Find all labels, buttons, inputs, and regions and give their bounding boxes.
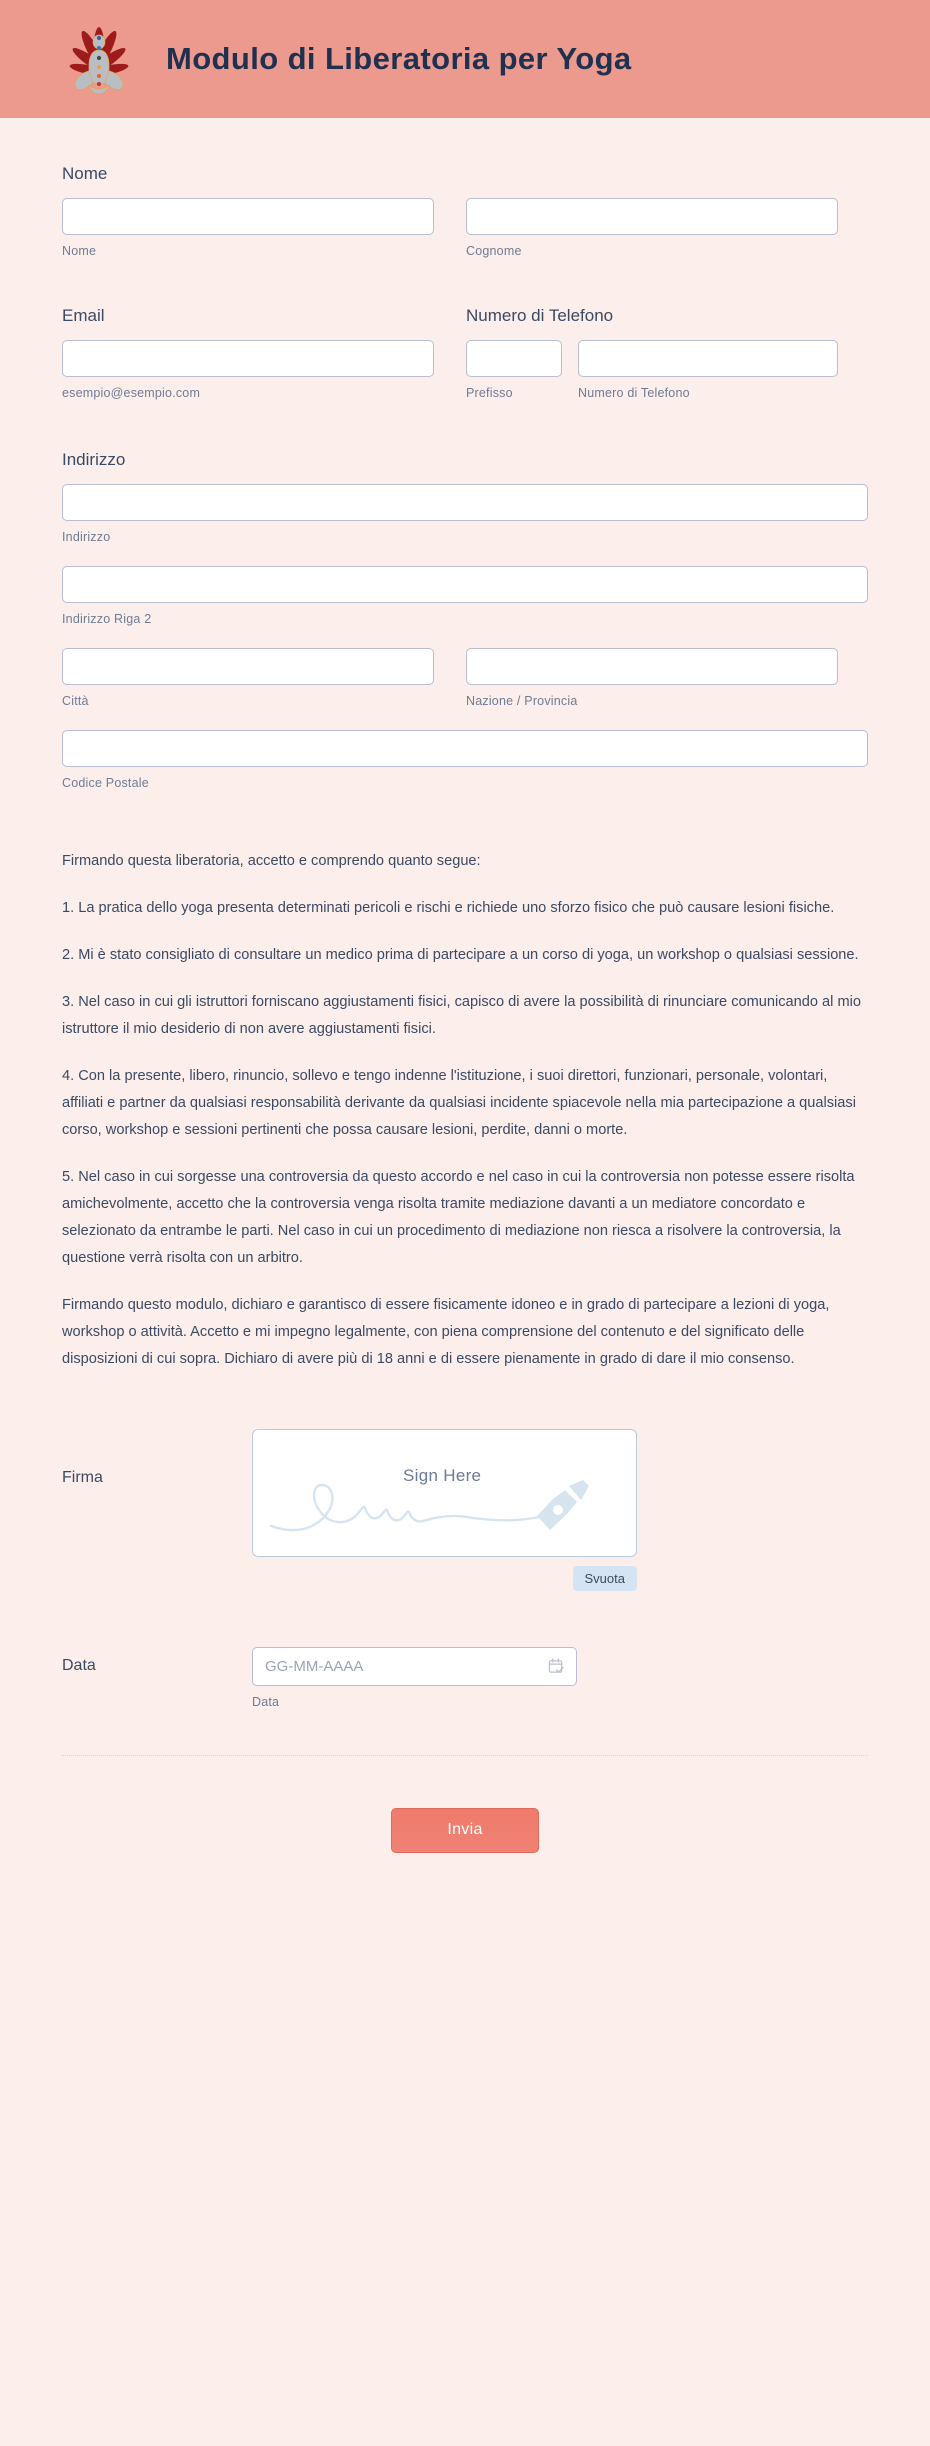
phone-number-wrapper [578,340,838,400]
field-group-name [62,164,868,258]
first-name-field-wrapper [62,198,434,258]
address-postal-sub-label: Codice Postale [62,776,149,790]
address-state-sub-label: Nazione / Provincia [466,694,578,708]
legal-clause: 1. La pratica dello yoga presenta determinati pericoli e rischi e richiede uno sforzo fisico che può causare lesioni fisiche. [62,899,835,916]
signature-pad[interactable] [252,1429,637,1557]
address-line1-wrapper [62,484,868,544]
last-name-sub-label: Cognome [466,244,522,258]
legal-clause: 2. Mi è stato consigliato di consultare un medico prima di partecipare a un corso di yoga, un workshop o qualsiasi sessione. [62,946,859,963]
address-city-input[interactable] [62,648,434,685]
legal-text-section [62,848,868,1373]
page-title: Modulo di Liberatoria per Yoga [166,41,632,76]
phone-number-input[interactable] [578,340,838,377]
form-body [0,118,930,1899]
last-name-input[interactable] [466,198,838,235]
field-group-email-phone [62,306,868,400]
address-line1-input[interactable] [62,484,868,521]
address-state-input[interactable] [466,648,838,685]
field-group-address [62,450,868,790]
email-input[interactable] [62,340,434,377]
address-postal-input[interactable] [62,730,868,767]
address-group-label: Indirizzo [62,450,126,469]
phone-number-sub-label: Numero di Telefono [578,386,690,400]
legal-clause: 3. Nel caso in cui gli istruttori forniscano aggiustamenti fisici, capisco di avere la possibilità di rinunciare comunicando al mio istruttore il mio desiderio di non avere aggiustamenti fisici. [62,993,861,1037]
name-group-label: Nome [62,164,108,183]
address-line1-sub-label: Indirizzo [62,530,111,544]
first-name-sub-label: Nome [62,244,97,258]
signature-section [62,1429,868,1591]
legal-clause: 5. Nel caso in cui sorgesse una controversia da questo accordo e nel caso in cui la controversia non potesse essere risolta amichevolmente, accetto che la controversia venga risolta tramite mediazione davanti a un mediatore concordato e selezionato da entrambe le parti. Nel caso in cui un procedimento di mediazione non riesca a risolvere la controversia, la questione verrà risolta con un arbitro. [62,1168,855,1266]
email-sub-label: esempio@esempio.com [62,386,201,400]
address-line2-sub-label: Indirizzo Riga 2 [62,612,152,626]
address-state-wrapper [466,648,838,708]
phone-prefix-input[interactable] [466,340,562,377]
legal-clause: 4. Con la presente, libero, rinuncio, sollevo e tengo indenne l'istituzione, i suoi direttori, funzionari, personale, volontari, affiliati e partner da qualsiasi responsabilità derivante da qualsiasi incidente spiacevole nella mia partecipazione a qualsiasi corso, workshop e sessioni pertinenti che possa causare lesioni, perdite, danni o morte. [62,1067,856,1138]
yoga-lotus-meditation-icon [60,17,138,101]
date-input[interactable] [252,1647,577,1686]
phone-group-label: Numero di Telefono [466,306,614,325]
signature-placeholder-text: Sign Here [403,1465,482,1485]
address-city-wrapper [62,648,434,708]
last-name-field-wrapper [466,198,838,258]
legal-closing: Firmando questo modulo, dichiaro e garantisco di essere fisicamente idoneo e in grado di partecipare a lezioni di yoga, workshop o attività. Accetto e mi impegno legalmente, con piena comprensione del contenuto e del significato delle disposizioni di cui sopra. Dichiaro di avere più di 18 anni e di essere pienamente in grado di dare il mio consenso. [62,1296,830,1367]
phone-prefix-wrapper [466,340,562,400]
submit-button[interactable]: Invia [391,1808,539,1853]
form-footer [62,1756,868,1899]
first-name-input[interactable] [62,198,434,235]
phone-field-wrapper [466,306,838,400]
date-label: Data [62,1656,96,1674]
address-city-sub-label: Città [62,694,89,708]
email-group-label: Email [62,306,105,325]
address-postal-wrapper [62,730,868,790]
date-sub-label: Data [252,1694,280,1709]
phone-prefix-sub-label: Prefisso [466,386,513,400]
email-field-wrapper [62,306,434,400]
legal-intro: Firmando questa liberatoria, accetto e comprendo quanto segue: [62,853,481,869]
form-header [0,0,930,118]
signature-clear-button[interactable]: Svuota [573,1566,637,1591]
date-section [62,1647,868,1709]
address-line2-wrapper [62,566,868,626]
pen-nib-icon [537,1480,589,1530]
signature-label: Firma [62,1468,103,1486]
address-line2-input[interactable] [62,566,868,603]
signature-squiggle-icon [253,1430,637,1557]
